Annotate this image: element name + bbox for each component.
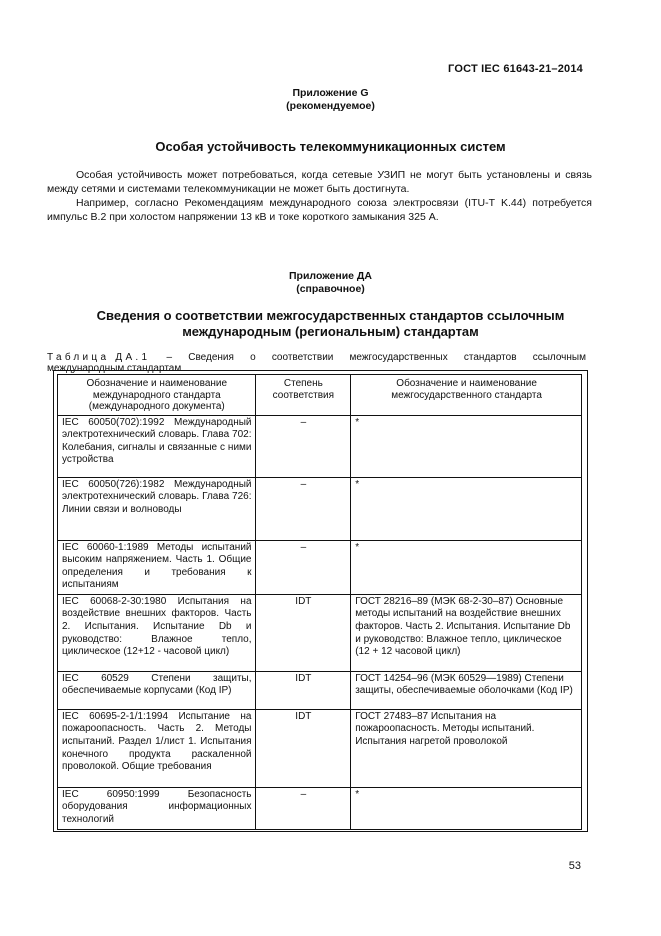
cell-national: ГОСТ 14254–96 (МЭК 60529—1989) Степени защиты, обеспечиваемые оболочками (Код IP)	[351, 671, 582, 709]
table-row	[58, 415, 582, 477]
paragraph: Особая устойчивость может потребоваться, когда сетевые УЗИП не могут быть установлены и связь между сетями и системами телекоммуникации не может быть достигнута.	[47, 169, 592, 195]
cell-national: ГОСТ 27483–87 Испытания на пожароопасность. Методы испытаний. Испытания нагретой проволокой	[351, 709, 582, 787]
caption-word: соответствии	[271, 352, 334, 363]
annex-g-status: (рекомендуемое)	[286, 100, 375, 112]
cell-national: *	[351, 787, 582, 829]
table-row	[58, 594, 582, 671]
cell-degree: IDT	[255, 709, 351, 787]
caption-word: межгосударственных	[349, 352, 448, 363]
cell-degree: –	[255, 787, 351, 829]
paragraph: Например, согласно Рекомендациям международного союза электросвязи (ITU-T K.44) потребуется импульс B.2 при холостом напряжении 13 кВ и токе короткого замыкания 325 А.	[47, 197, 592, 223]
header-national-standard: Обозначение и наименование межгосударственного стандарта	[351, 375, 582, 416]
cell-national: ГОСТ 28216–89 (МЭК 68-2-30–87) Основные методы испытаний на воздействие внешних факторов. Часть 2. Испытания. Испытание Db и руководство: Влажное тепло, циклическое (12 + 12 часовой цикл)	[351, 594, 582, 671]
annex-da-status: (справочное)	[296, 283, 365, 295]
cell-national: *	[351, 477, 582, 540]
cell-national: *	[351, 415, 582, 477]
annex-da-heading-line2: международным (региональным) стандартам	[182, 324, 479, 339]
standards-table	[57, 374, 582, 830]
caption-word: –	[166, 352, 173, 363]
annex-g-title: Приложение G	[292, 87, 369, 99]
caption-label: Таблица ДА.1	[47, 352, 151, 363]
annex-da-heading-line1: Сведения о соответствии межгосударственных стандартов ссылочным	[96, 308, 565, 323]
header-degree: Степень соответствия	[255, 375, 351, 416]
cell-intl: IEC 60050(702):1992 Международный электротехнический словарь. Глава 702: Колебания, сигналы и связанные с ними устройства	[58, 415, 256, 477]
cell-degree: –	[255, 477, 351, 540]
cell-intl: IEC 60050(726):1982 Международный электротехнический словарь. Глава 726: Линии связи и волноводы	[58, 477, 256, 540]
cell-degree: IDT	[255, 671, 351, 709]
caption-word: ссылочным	[532, 352, 586, 363]
cell-intl: IEC 60060-1:1989 Методы испытаний высоким напряжением. Часть 1. Общие определения и требования к испытаниям	[58, 540, 256, 594]
caption-word: о	[250, 352, 256, 363]
cell-intl: IEC 60695-2-1/1:1994 Испытание на пожароопасность. Часть 2. Методы испытаний. Раздел 1/лист 1. Испытания конечного продукта раскаленной проволокой. Общие требования	[58, 709, 256, 787]
cell-degree: IDT	[255, 594, 351, 671]
cell-intl: IEC 60068-2-30:1980 Испытания на воздействие внешних факторов. Часть 2. Испытания. Испытание Db и руководство: Влажное тепло, циклическое (12+12 - часовой цикл)	[58, 594, 256, 671]
table-header-row	[58, 375, 582, 416]
table-row	[58, 477, 582, 540]
document-code: ГОСТ IEC 61643-21–2014	[448, 63, 583, 75]
cell-degree: –	[255, 415, 351, 477]
page-number: 53	[568, 860, 581, 872]
header-intl-standard: Обозначение и наименование международного стандарта (международного документа)	[58, 375, 256, 416]
annex-da-title: Приложение ДА	[289, 270, 372, 282]
annex-g-text	[47, 168, 592, 224]
table-row	[58, 709, 582, 787]
table-row	[58, 671, 582, 709]
caption-word: стандартов	[463, 352, 517, 363]
annex-g-heading: Особая устойчивость телекоммуникационных систем	[155, 139, 506, 154]
cell-intl: IEC 60950:1999 Безопасность оборудования информационных технологий	[58, 787, 256, 829]
caption-word: Сведения	[188, 352, 234, 363]
table-row	[58, 787, 582, 829]
cell-national: *	[351, 540, 582, 594]
table-row	[58, 540, 582, 594]
cell-intl: IEC 60529 Степени защиты, обеспечиваемые корпусами (Код IP)	[58, 671, 256, 709]
cell-degree: –	[255, 540, 351, 594]
caption-line2: международным стандартам	[47, 363, 182, 374]
